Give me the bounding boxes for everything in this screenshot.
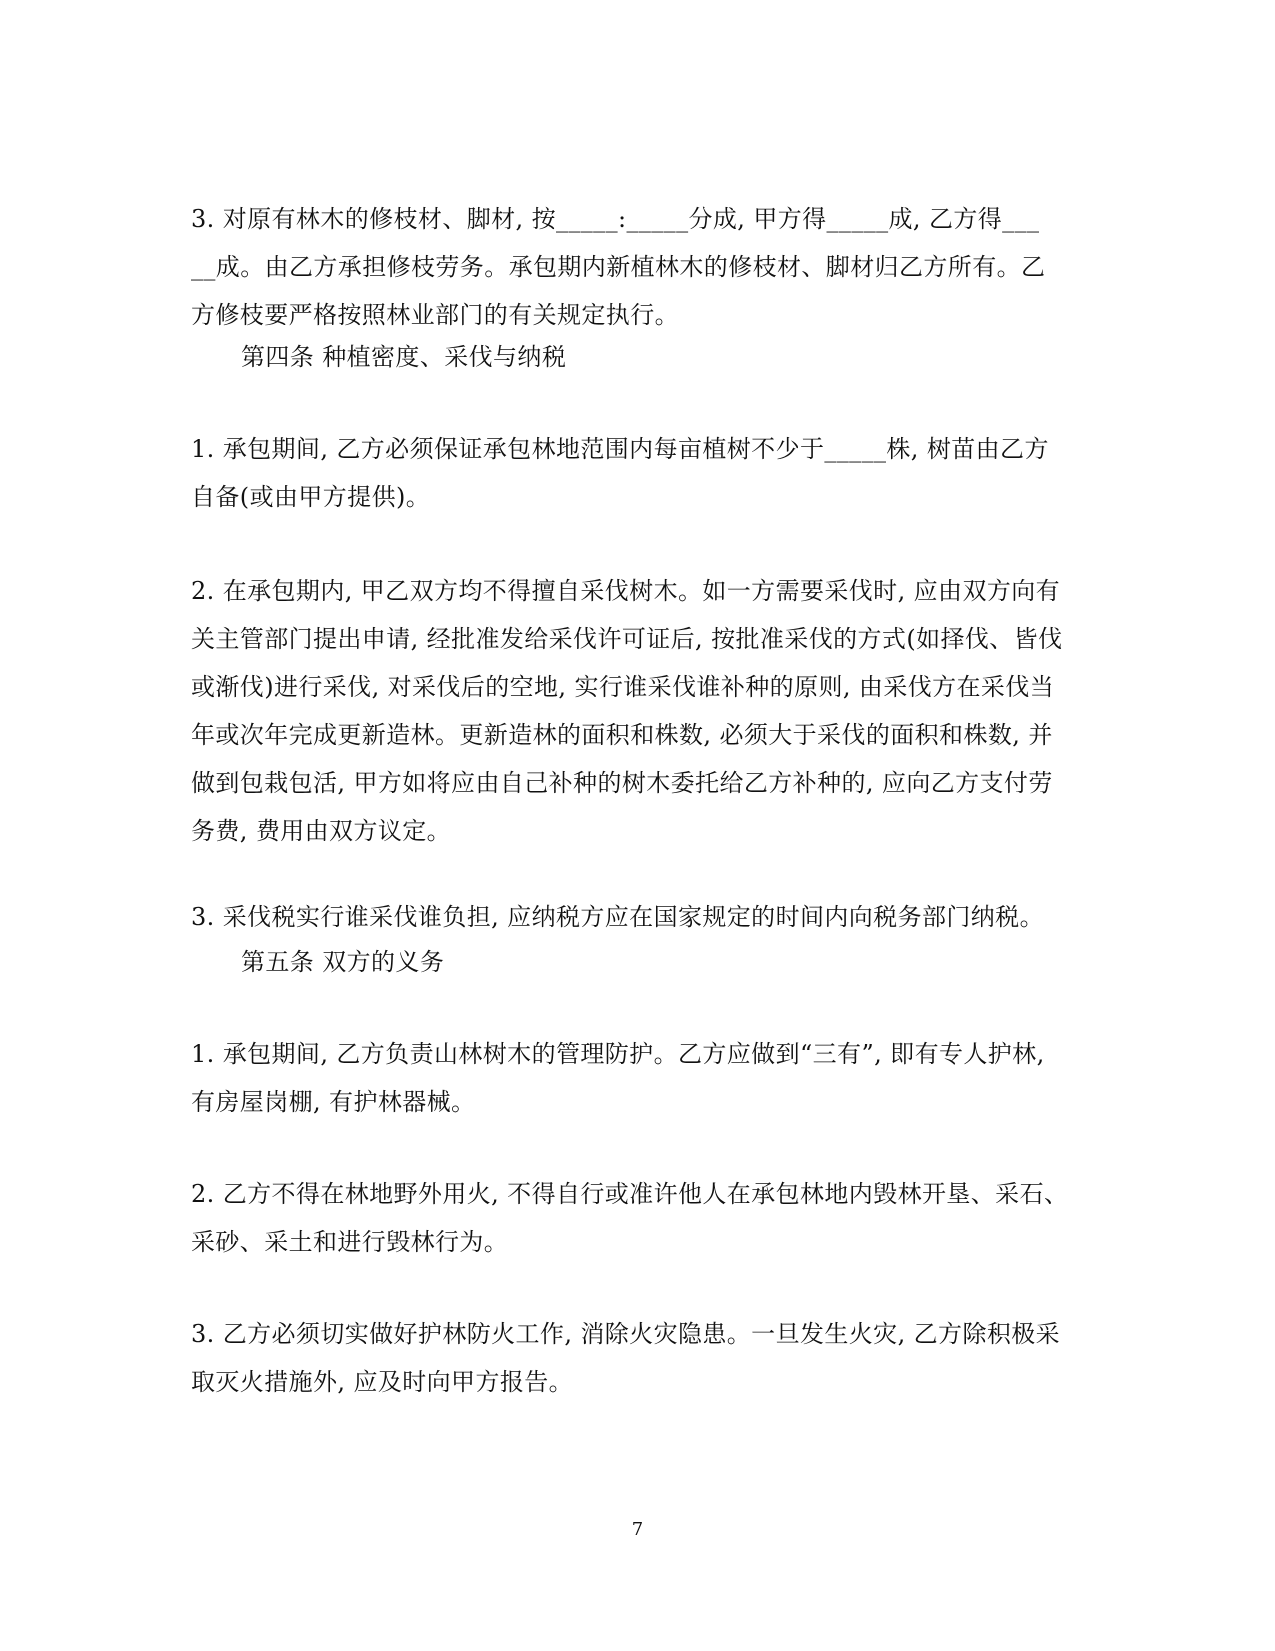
text-line: 关主管部门提出申请, 经批准发给采伐许可证后, 按批准采伐的方式(如择伐、皆伐 [191, 625, 1063, 653]
heading-article-5: 第五条 双方的义务 [241, 948, 445, 976]
text-line: 年或次年完成更新造林。更新造林的面积和株数, 必须大于采伐的面积和株数, 并 [191, 721, 1053, 749]
page-number: 7 [631, 1519, 644, 1540]
text-line: 做到包栽包活, 甲方如将应由自己补种的树木委托给乙方补种的, 应向乙方支付劳 [191, 769, 1053, 797]
text-line: 取灭火措施外, 应及时向甲方报告。 [191, 1368, 574, 1396]
paragraph-pruning-wood [191, 195, 1083, 339]
paragraph-forest-protection [191, 1030, 1083, 1126]
text-line: __成。由乙方承担修枝劳务。承包期内新植林木的修枝材、脚材归乙方所有。乙 [191, 253, 1046, 281]
text-line: 有房屋岗棚, 有护林器械。 [191, 1088, 476, 1116]
text-line: 1. 承包期间, 乙方必须保证承包林地范围内每亩植树不少于_____株, 树苗由乙方 [191, 435, 1049, 463]
text-line: 方修枝要严格按照林业部门的有关规定执行。 [191, 301, 679, 329]
text-line: 务费, 费用由双方议定。 [191, 817, 452, 845]
paragraph-planting-density [191, 425, 1083, 521]
text-line: 采砂、采土和进行毁林行为。 [191, 1228, 509, 1256]
text-line: 3. 乙方必须切实做好护林防火工作, 消除火灾隐患。一旦发生火灾, 乙方除积极采 [191, 1320, 1061, 1348]
heading-article-4: 第四条 种植密度、采伐与纳税 [241, 343, 567, 371]
text-line: 3. 对原有林木的修枝材、脚材, 按_____:_____分成, 甲方得_____成, 乙方得___ [191, 205, 1040, 233]
text-line: 3. 采伐税实行谁采伐谁负担, 应纳税方应在国家规定的时间内向税务部门纳税。 [191, 903, 1044, 931]
text-line: 2. 在承包期内, 甲乙双方均不得擅自采伐树木。如一方需要采伐时, 应由双方向有 [191, 577, 1061, 605]
paragraph-logging-tax [191, 893, 1083, 941]
paragraph-logging-permit [191, 567, 1083, 855]
text-line: 自备(或由甲方提供)。 [191, 483, 431, 511]
paragraph-fire-prevention [191, 1310, 1083, 1406]
text-line: 1. 承包期间, 乙方负责山林树木的管理防护。乙方应做到“三有”, 即有专人护林, [191, 1040, 1045, 1068]
text-line: 2. 乙方不得在林地野外用火, 不得自行或准许他人在承包林地内毁林开垦、采石、 [191, 1180, 1069, 1208]
paragraph-fire-and-clearing-ban [191, 1170, 1083, 1266]
text-line: 或渐伐)进行采伐, 对采伐后的空地, 实行谁采伐谁补种的原则, 由采伐方在采伐当 [191, 673, 1055, 701]
